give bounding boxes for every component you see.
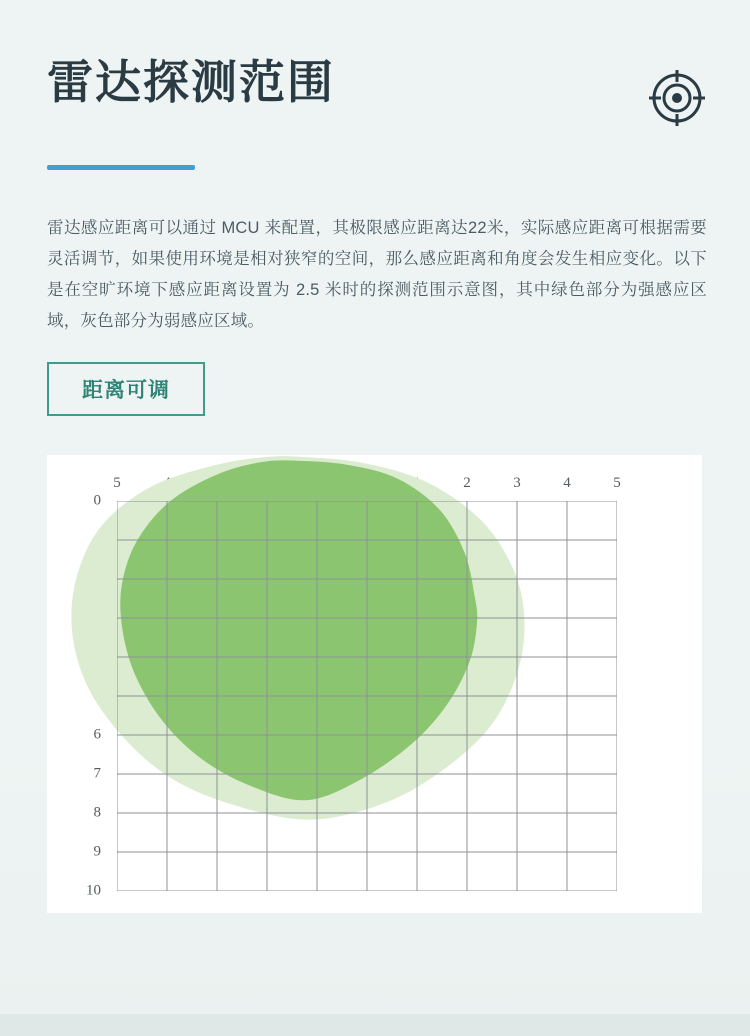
feature-tag-distance-adjustable [47,362,205,416]
description-paragraph: 雷达感应距离可以通过 MCU 来配置，其极限感应距离达22米，实际感应距离可根据需要灵活调节，如果使用环境是相对狭窄的空间，那么感应距离和角度会发生相应变化。以下是在空旷环境下感应距离设置为 2.5 米时的探测范围示意图，其中绿色部分为强感应区域，灰色部分为弱感应区域。 [47,218,707,330]
bottom-strip [0,1014,750,1036]
y-tick-label: 10 [86,882,101,899]
page-header [47,52,707,142]
chart-plot-area [117,501,617,891]
x-tick-label: 2 [463,475,471,491]
y-tick-label: 7 [93,765,101,782]
detection-range-chart [47,455,702,913]
x-tick-label: 5 [613,475,621,491]
feature-tag-label: 距离可调 [82,379,170,402]
page-title: 雷达探测范围 [47,56,335,108]
y-tick-label: 6 [93,726,101,743]
y-tick-label: 0 [93,492,101,509]
y-tick-label: 8 [93,804,101,821]
x-tick-label: 5 [113,475,121,491]
x-tick-label: 3 [513,475,521,491]
x-tick-label: 4 [563,475,571,491]
radar-target-icon [649,70,705,126]
y-tick-label: 9 [93,843,101,860]
chart-gridlines [117,501,617,891]
title-accent-bar [47,165,195,170]
chart-inner [47,455,702,913]
